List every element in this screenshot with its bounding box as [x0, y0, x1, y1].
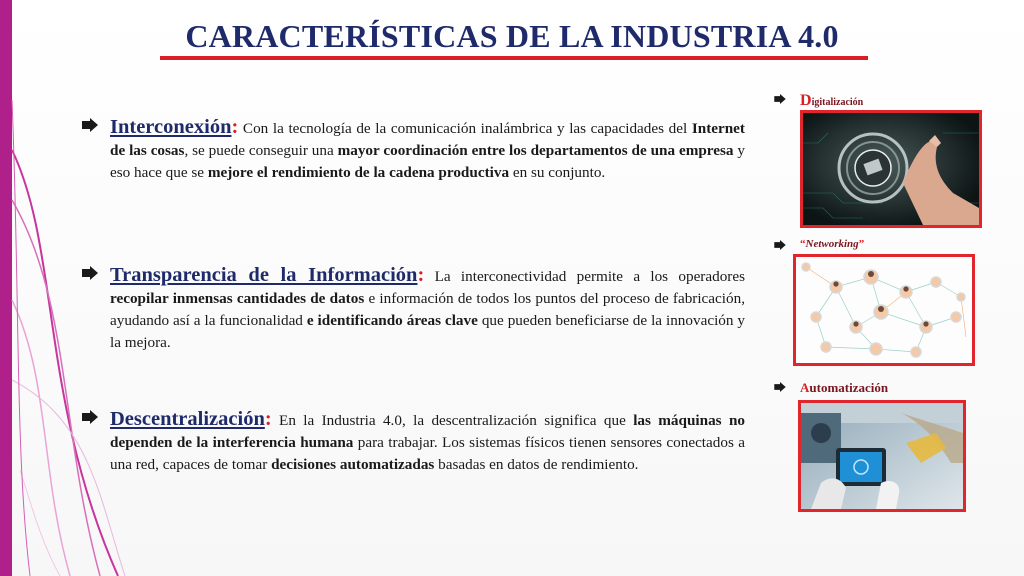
bullet-text [110, 116, 745, 184]
text-run: y eso hace que se [110, 142, 746, 181]
arrow-bullet-icon [82, 118, 98, 132]
bullet-heading: Transparencia de la Información [110, 264, 418, 286]
text-run: e información de todos los puntos del proceso de fabricación, ayudando así a la funcionalidad [110, 290, 745, 329]
bold-phrase: mayor coordinación entre los departamentos de una empresa [337, 142, 734, 159]
bold-phrase: las máquinas no dependen de la interferencia humana [110, 412, 745, 451]
networking-image [793, 254, 975, 366]
heading-colon: : [264, 408, 272, 430]
heading-colon: : [417, 264, 425, 286]
bullet-transparencia [84, 264, 745, 354]
bullet-text [110, 408, 745, 476]
bold-phrase: recopilar inmensas cantidades de datos [110, 290, 365, 307]
title-underline [160, 56, 868, 60]
bold-phrase: mejore el rendimiento de la cadena productiva [207, 164, 510, 181]
text-run: para trabajar. Los sistemas físicos tienen sensores conectados a una red, capaces de tomar [110, 434, 745, 473]
arrow-bullet-icon [774, 382, 786, 392]
text-run: , se puede conseguir una [184, 142, 338, 159]
bold-phrase: decisiones automatizadas [271, 456, 435, 473]
text-run: basadas en datos de rendimiento. [434, 456, 639, 473]
bullet-descentralizacion [84, 408, 745, 476]
arrow-bullet-icon [82, 266, 98, 280]
text-run: Con la tecnología de la comunicación inalámbrica y las capacidades del [238, 120, 692, 137]
arrow-bullet-icon [82, 410, 98, 424]
bold-phrase: e identificando áreas clave [306, 312, 478, 329]
text-run: La interconectividad permite a los operadores [424, 268, 746, 285]
bullet-interconexion [84, 116, 745, 184]
digitalization-image [800, 110, 982, 228]
text-run: En la Industria 4.0, la descentralización significa que [271, 412, 634, 429]
bold-phrase: Internet de las cosas [110, 120, 745, 159]
arrow-bullet-icon [774, 94, 786, 104]
bullet-heading: Descentralización [110, 408, 265, 430]
text-run: en su conjunto. [509, 164, 606, 181]
bullet-heading: Interconexión [110, 116, 232, 138]
arrow-bullet-icon [774, 240, 786, 250]
heading-colon: : [231, 116, 239, 138]
bullet-text [110, 264, 745, 354]
page-title: CARACTERÍSTICAS DE LA INDUSTRIA 4.0 [185, 18, 839, 54]
automation-image [798, 400, 966, 512]
text-run: que pueden beneficiarse de la innovación y la mejora. [110, 312, 746, 351]
